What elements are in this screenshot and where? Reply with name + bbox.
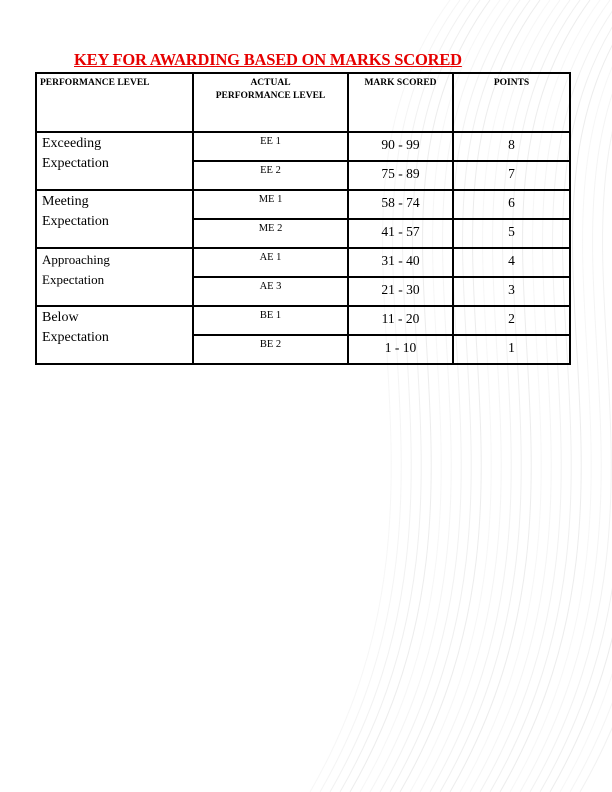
points-cell: 8 [453,132,570,161]
level-line2: Expectation [42,272,105,287]
table-row [36,132,570,161]
header-mark-scored: MARK SCORED [348,73,453,132]
level-line1: Approaching [42,252,110,267]
level-line1: Meeting [42,194,89,209]
mark-cell: 1 - 10 [348,335,453,364]
mark-cell: 21 - 30 [348,277,453,306]
table-row [36,306,570,335]
actual-level-cell: AE 3 [193,277,348,306]
actual-level-cell: AE 1 [193,248,348,277]
mark-cell: 31 - 40 [348,248,453,277]
actual-level-cell: BE 1 [193,306,348,335]
table-row [36,190,570,219]
actual-level-cell: ME 2 [193,219,348,248]
mark-cell: 58 - 74 [348,190,453,219]
level-line1: Exceeding [42,136,102,151]
points-cell: 6 [453,190,570,219]
level-cell-approaching [36,248,193,306]
header-actual-line1: ACTUAL [250,78,291,88]
points-cell: 1 [453,335,570,364]
points-cell: 5 [453,219,570,248]
level-line1: Below [42,310,79,325]
points-cell: 7 [453,161,570,190]
actual-level-cell: BE 2 [193,335,348,364]
background-wave-line [580,0,612,792]
marks-key-table [35,72,571,365]
mark-cell: 11 - 20 [348,306,453,335]
mark-cell: 41 - 57 [348,219,453,248]
level-cell-meeting [36,190,193,248]
level-line2: Expectation [42,330,109,345]
actual-level-cell: EE 1 [193,132,348,161]
header-performance-level: PERFORMANCE LEVEL [36,73,193,132]
header-actual-line2: PERFORMANCE LEVEL [215,91,326,101]
actual-level-cell: EE 2 [193,161,348,190]
header-row [36,73,570,132]
page-title: KEY FOR AWARDING BASED ON MARKS SCORED [74,50,462,69]
points-cell: 4 [453,248,570,277]
points-cell: 2 [453,306,570,335]
table-row [36,248,570,277]
level-cell-below [36,306,193,364]
points-cell: 3 [453,277,570,306]
level-cell-exceeding [36,132,193,190]
actual-level-cell: ME 1 [193,190,348,219]
mark-cell: 90 - 99 [348,132,453,161]
level-line2: Expectation [42,214,109,229]
mark-cell: 75 - 89 [348,161,453,190]
header-actual-performance-level [193,73,348,132]
header-points: POINTS [453,73,570,132]
level-line2: Expectation [42,156,109,171]
